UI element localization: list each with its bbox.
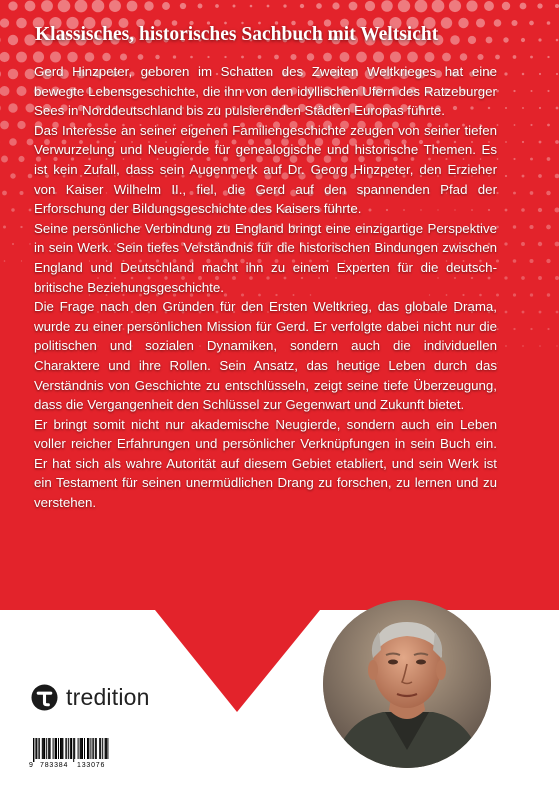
author-portrait [323, 600, 491, 768]
blurb-paragraph: Die Frage nach den Gründen für den Ersten Weltkrieg, das globale Drama, wurde zu einer persönlichen Mission für Gerd. Er verfolgte dabei nicht nur die politischen und sozialen Dynamiken, sondern auch die individuellen Charaktere und ihre Rollen. Sein Ansatz, das heutige Leben durch das Verständnis von Geschichte zu entschlüsseln, zeigt seine tiefe Überzeugung, dass die Vergangenheit den Schlüssel zur Gegenwart und Zukunft bietet. [34, 299, 497, 413]
blurb-paragraph: Das Interesse an seiner eigenen Familiengeschichte zeugen von seiner tiefen Verwurzelung und Neugierde für genealogische und historische Themen. Es ist kein Zufall, dass sein Augenmerk auf Dr. Georg Hinzpeter, den Erzieher von Kaiser Wilhelm II., fiel, die Gerd auf den spannenden Pfad der Erforschung der Bildungsgeschichte des Kaisers führte. [34, 122, 497, 217]
blurb-paragraph: Gerd Hinzpeter, geboren im Schatten des Zweiten Weltkrieges hat eine bewegte Lebensgeschichte, die ihn von den idyllischen Ufern des Ratzeburger Sees in Norddeutschland bis zu pulsierenden Städten Europas führte. [34, 64, 497, 119]
isbn-prefix: 9 [29, 762, 33, 769]
barcode-bars [33, 738, 109, 762]
publisher-name: tredition [66, 683, 150, 710]
blurb-paragraph: Er bringt somit nicht nur akademische Neugierde, sondern auch ein Leben voller reicher Erfahrungen und persönlicher Verknüpfungen in sein Buch ein. Er hat sich als wahre Autorität auf diesem Gebiet etabliert, und sein Werk ist ein Testament für seinen unermüdlichen Drang zu forschen, zu lernen und zu verstehen. [34, 416, 497, 511]
blurb-paragraph: Seine persönliche Verbindung zu England bringt eine einzigartige Perspektive in sein Werk. Sein tiefes Verständnis für die historischen Bindungen zwischen England und Deutschland macht ihn zu einem Experten für die deutsch-britische Beziehungsgeschichte. [34, 220, 497, 295]
isbn-group-1: 783384 [40, 762, 69, 769]
author-photo [323, 600, 491, 768]
isbn-barcode [29, 738, 109, 770]
tredition-logo-icon [31, 684, 58, 711]
publisher-logo [31, 682, 150, 712]
isbn-group-2: 133076 [77, 762, 106, 769]
cover-title: Klassisches, historisches Sachbuch mit Weltsicht [35, 24, 439, 45]
blurb-text [34, 62, 497, 513]
